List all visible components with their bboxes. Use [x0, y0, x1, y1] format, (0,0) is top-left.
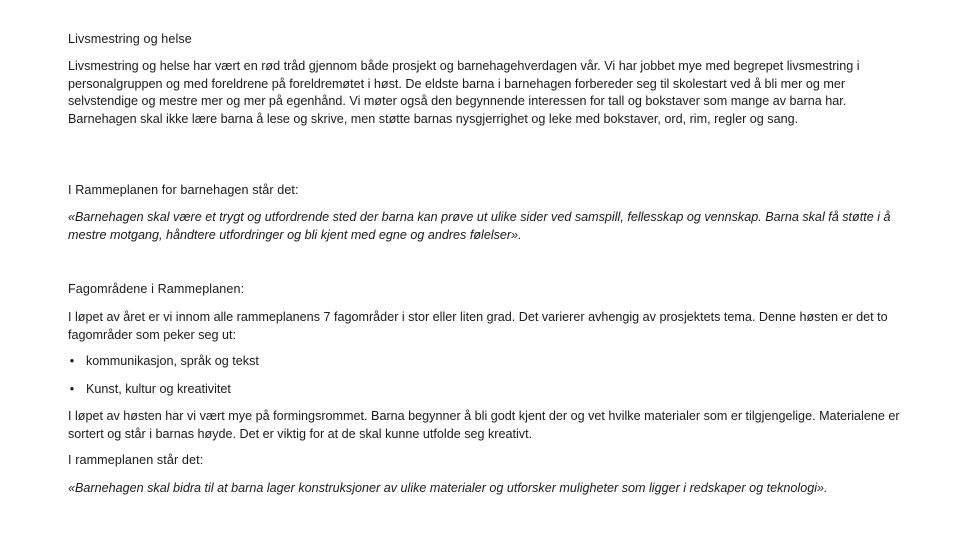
bullet-icon: • — [69, 382, 75, 396]
bullet-icon: • — [69, 354, 75, 368]
heading-rammeplanen-2: I rammeplanen står det: — [68, 453, 204, 467]
quote-rammeplanen-2: «Barnehagen skal bidra til at barna lager konstruksjoner av ulike materialer og utforsker muligheter som ligger i redskaper og teknologi». — [68, 481, 828, 495]
heading-rammeplanen: I Rammeplanen for barnehagen står det: — [68, 183, 299, 197]
paragraph-fagomradene: I løpet av året er vi innom alle rammeplanens 7 fagområder i stor eller liten grad. Det varierer avhengig av prosjektets tema. Denne høsten er det to fagområder som peker seg ut: — [68, 310, 888, 342]
paragraph-formingsrommet: I løpet av høsten har vi vært mye på formingsrommet. Barna begynner å bli godt kjent der og vet hvilke materialer som er tilgjengelige. Materialene er sortert og står i barnas høyde. Det er viktig for at de skal kunne utfolde seg kreativt. — [68, 409, 900, 441]
paragraph-livsmestring: Livsmestring og helse har vært en rød tråd gjennom både prosjekt og barnehagehverdagen vår. Vi har jobbet mye med begrepet livsmestring i personalgruppen og med foreldrene på foreldremøtet i høst. De eldste barna i barnehagen forbereder seg til skolestart ved å bli mer og mer selvstendige og mestre mer og mer på egenhånd. Vi møter også den begynnende interessen for tall og bokstaver som mange av barna har. Barnehagen skal ikke lære barna å lese og skrive, men støtte barnas nysgjerrighet og leke med bokstaver, ord, rim, regler og sang. — [68, 59, 860, 126]
quote-rammeplanen: «Barnehagen skal være et trygt og utfordrende sted der barna kan prøve ut ulike sider ved samspill, fellesskap og vennskap. Barna skal få støtte i å mestre motgang, håndtere utfordringer og bli kjent med egne og andres følelser». — [68, 210, 891, 242]
list-item-text: Kunst, kultur og kreativitet — [86, 382, 231, 396]
list-item-text: kommunikasjon, språk og tekst — [86, 354, 259, 368]
document-page — [68, 0, 908, 540]
heading-livsmestring: Livsmestring og helse — [68, 32, 192, 46]
list-item — [68, 381, 231, 399]
heading-fagomradene: Fagområdene i Rammeplanen: — [68, 282, 245, 296]
list-item — [68, 353, 259, 371]
